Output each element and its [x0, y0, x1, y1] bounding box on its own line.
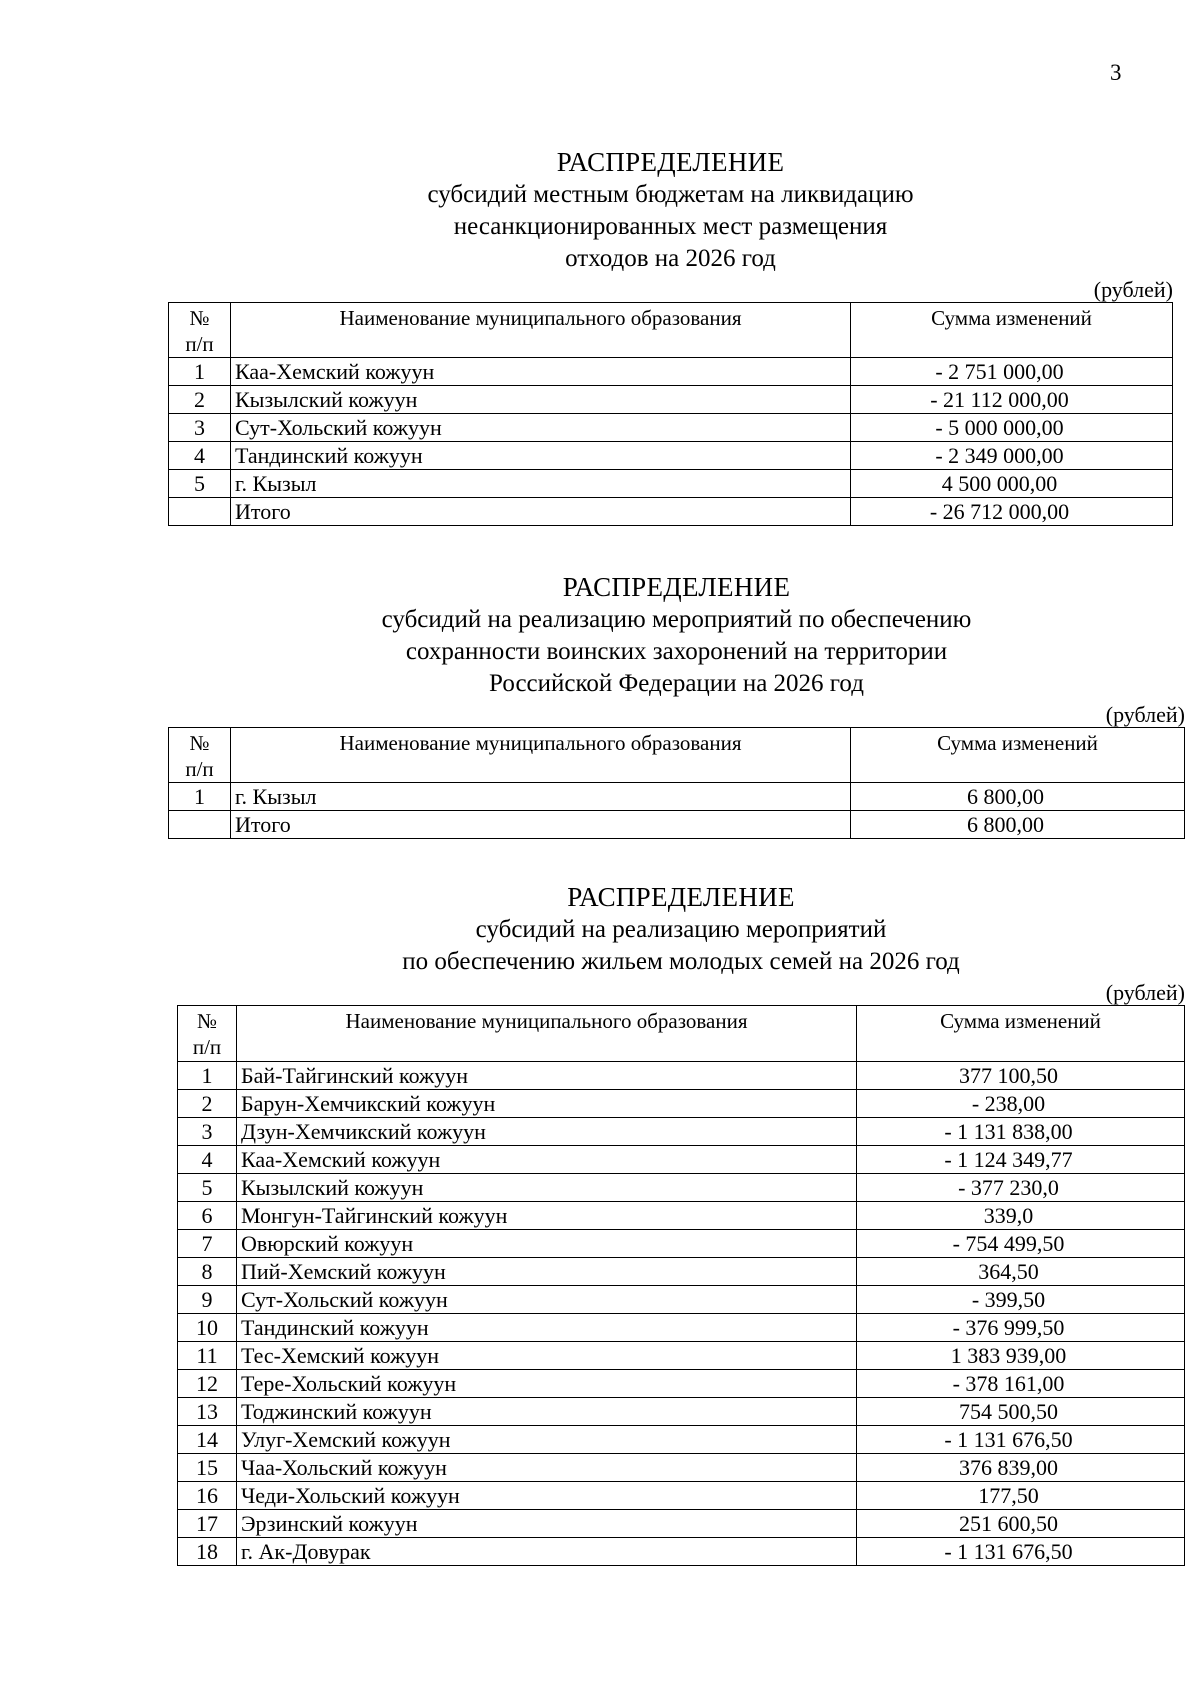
- table-row: [178, 1146, 1185, 1174]
- row-name: Эрзинский кожуун: [237, 1510, 857, 1538]
- row-number: 1: [169, 358, 231, 386]
- table-row: [169, 358, 1173, 386]
- section-waste-subsidies: [168, 145, 1173, 526]
- table-row: [178, 1454, 1185, 1482]
- table-row: [178, 1482, 1185, 1510]
- subtitle-line: субсидий на реализацию мероприятий: [475, 916, 887, 943]
- header-num-line: п/п: [192, 1035, 222, 1059]
- row-amount: - 377 230,0: [857, 1174, 1185, 1202]
- row-amount: 364,50: [857, 1258, 1185, 1286]
- header-num-line: №: [189, 306, 210, 330]
- row-name: Бай-Тайгинский кожуун: [237, 1062, 857, 1090]
- row-number: 1: [178, 1062, 237, 1090]
- row-number: 10: [178, 1314, 237, 1342]
- row-amount: 251 600,50: [857, 1510, 1185, 1538]
- section-title: РАСПРЕДЕЛЕНИЕ: [556, 147, 785, 177]
- table-row: [178, 1090, 1185, 1118]
- distribution-table: [168, 727, 1185, 839]
- table-row: [178, 1342, 1185, 1370]
- subtitle-line: несанкционированных мест размещения: [453, 213, 888, 240]
- column-header-number: [178, 1006, 237, 1062]
- row-amount: 1 383 939,00: [857, 1342, 1185, 1370]
- row-name: Сут-Хольский кожуун: [231, 414, 851, 442]
- table-row: [178, 1398, 1185, 1426]
- row-name: Дзун-Хемчикский кожуун: [237, 1118, 857, 1146]
- unit-label: (рублей): [1093, 277, 1173, 302]
- row-number: 6: [178, 1202, 237, 1230]
- header-num-line: п/п: [185, 332, 214, 356]
- row-amount: - 378 161,00: [857, 1370, 1185, 1398]
- row-number: 3: [178, 1118, 237, 1146]
- section-subtitle: [168, 604, 1185, 700]
- row-name: Монгун-Тайгинский кожуун: [237, 1202, 857, 1230]
- unit-label: (рублей): [1105, 980, 1185, 1005]
- row-name: Тес-Хемский кожуун: [237, 1342, 857, 1370]
- header-num-line: №: [189, 731, 210, 755]
- row-name: Барун-Хемчикский кожуун: [237, 1090, 857, 1118]
- unit-label: (рублей): [1105, 702, 1185, 727]
- subtitle-line: субсидий местным бюджетам на ликвидацию: [427, 181, 914, 208]
- row-amount: 177,50: [857, 1482, 1185, 1510]
- row-amount: - 238,00: [857, 1090, 1185, 1118]
- row-number: [169, 498, 231, 526]
- row-name: Тандинский кожуун: [231, 442, 851, 470]
- table-row: [178, 1370, 1185, 1398]
- table-row: [178, 1286, 1185, 1314]
- row-amount: 4 500 000,00: [851, 470, 1173, 498]
- row-name: Итого: [231, 498, 851, 526]
- row-amount: - 1 131 676,50: [857, 1426, 1185, 1454]
- column-header-name: Наименование муниципального образования: [231, 303, 851, 358]
- row-number: 5: [178, 1174, 237, 1202]
- row-number: 2: [178, 1090, 237, 1118]
- column-header-number: [169, 728, 231, 783]
- table-row: [178, 1426, 1185, 1454]
- row-amount: 754 500,50: [857, 1398, 1185, 1426]
- row-name: Чеди-Хольский кожуун: [237, 1482, 857, 1510]
- row-number: [169, 811, 231, 839]
- row-amount: - 21 112 000,00: [851, 386, 1173, 414]
- section-subtitle: [168, 179, 1173, 275]
- row-number: 1: [169, 783, 231, 811]
- table-row: [169, 414, 1173, 442]
- row-amount: - 26 712 000,00: [851, 498, 1173, 526]
- distribution-table: [177, 1005, 1185, 1566]
- section-war-graves-subsidies: [168, 570, 1185, 839]
- column-header-amount: Сумма изменений: [857, 1006, 1185, 1062]
- row-name: Улуг-Хемский кожуун: [237, 1426, 857, 1454]
- table-row: [178, 1174, 1185, 1202]
- row-amount: - 5 000 000,00: [851, 414, 1173, 442]
- row-amount: - 2 751 000,00: [851, 358, 1173, 386]
- total-row: [169, 498, 1173, 526]
- row-name: г. Ак-Довурак: [237, 1538, 857, 1566]
- table-row: [178, 1202, 1185, 1230]
- row-number: 16: [178, 1482, 237, 1510]
- row-name: г. Кызыл: [231, 783, 851, 811]
- page-number: 3: [1110, 60, 1122, 85]
- subtitle-line: субсидий на реализацию мероприятий по обеспечению: [381, 606, 972, 633]
- column-header-amount: Сумма изменений: [851, 303, 1173, 358]
- row-amount: - 1 131 838,00: [857, 1118, 1185, 1146]
- header-num-line: п/п: [185, 757, 214, 781]
- row-amount: - 2 349 000,00: [851, 442, 1173, 470]
- row-number: 4: [169, 442, 231, 470]
- row-amount: - 399,50: [857, 1286, 1185, 1314]
- table-row: [169, 442, 1173, 470]
- section-title: РАСПРЕДЕЛЕНИЕ: [567, 882, 795, 912]
- table-row: [169, 783, 1185, 811]
- section-young-families-subsidies: [177, 880, 1185, 1566]
- row-number: 11: [178, 1342, 237, 1370]
- row-name: Каа-Хемский кожуун: [231, 358, 851, 386]
- row-name: Пий-Хемский кожуун: [237, 1258, 857, 1286]
- subtitle-line: Российской Федерации на 2026 год: [489, 670, 864, 697]
- column-header-name: Наименование муниципального образования: [237, 1006, 857, 1062]
- row-name: Итого: [231, 811, 851, 839]
- table-row: [169, 470, 1173, 498]
- row-amount: - 1 131 676,50: [857, 1538, 1185, 1566]
- row-number: 3: [169, 414, 231, 442]
- row-name: Сут-Хольский кожуун: [237, 1286, 857, 1314]
- table-row: [178, 1118, 1185, 1146]
- row-name: Тере-Хольский кожуун: [237, 1370, 857, 1398]
- section-subtitle: [177, 914, 1185, 978]
- subtitle-line: отходов на 2026 год: [565, 245, 776, 272]
- table-row: [178, 1230, 1185, 1258]
- column-header-number: [169, 303, 231, 358]
- row-amount: 6 800,00: [851, 783, 1185, 811]
- row-name: Кызылский кожуун: [231, 386, 851, 414]
- row-number: 13: [178, 1398, 237, 1426]
- row-name: Овюрский кожуун: [237, 1230, 857, 1258]
- subtitle-line: сохранности воинских захоронений на территории: [405, 638, 948, 665]
- row-name: Тоджинский кожуун: [237, 1398, 857, 1426]
- total-row: [169, 811, 1185, 839]
- row-number: 8: [178, 1258, 237, 1286]
- row-number: 17: [178, 1510, 237, 1538]
- row-number: 12: [178, 1370, 237, 1398]
- row-amount: 376 839,00: [857, 1454, 1185, 1482]
- column-header-name: Наименование муниципального образования: [231, 728, 851, 783]
- row-amount: - 376 999,50: [857, 1314, 1185, 1342]
- subtitle-line: по обеспечению жильем молодых семей на 2026 год: [402, 948, 960, 975]
- row-number: 2: [169, 386, 231, 414]
- row-number: 4: [178, 1146, 237, 1174]
- row-number: 9: [178, 1286, 237, 1314]
- row-number: 5: [169, 470, 231, 498]
- table-row: [178, 1062, 1185, 1090]
- table-row: [178, 1510, 1185, 1538]
- row-amount: 377 100,50: [857, 1062, 1185, 1090]
- row-number: 15: [178, 1454, 237, 1482]
- row-name: г. Кызыл: [231, 470, 851, 498]
- row-number: 18: [178, 1538, 237, 1566]
- table-row: [178, 1314, 1185, 1342]
- row-amount: - 1 124 349,77: [857, 1146, 1185, 1174]
- table-row: [178, 1538, 1185, 1566]
- table-row: [169, 386, 1173, 414]
- row-name: Каа-Хемский кожуун: [237, 1146, 857, 1174]
- table-row: [178, 1258, 1185, 1286]
- row-name: Кызылский кожуун: [237, 1174, 857, 1202]
- column-header-amount: Сумма изменений: [851, 728, 1185, 783]
- section-title: РАСПРЕДЕЛЕНИЕ: [562, 572, 791, 602]
- distribution-table: [168, 302, 1173, 526]
- row-amount: - 754 499,50: [857, 1230, 1185, 1258]
- row-name: Чаа-Хольский кожуун: [237, 1454, 857, 1482]
- row-name: Тандинский кожуун: [237, 1314, 857, 1342]
- row-amount: 6 800,00: [851, 811, 1185, 839]
- header-num-line: №: [196, 1009, 218, 1033]
- row-amount: 339,0: [857, 1202, 1185, 1230]
- row-number: 7: [178, 1230, 237, 1258]
- row-number: 14: [178, 1426, 237, 1454]
